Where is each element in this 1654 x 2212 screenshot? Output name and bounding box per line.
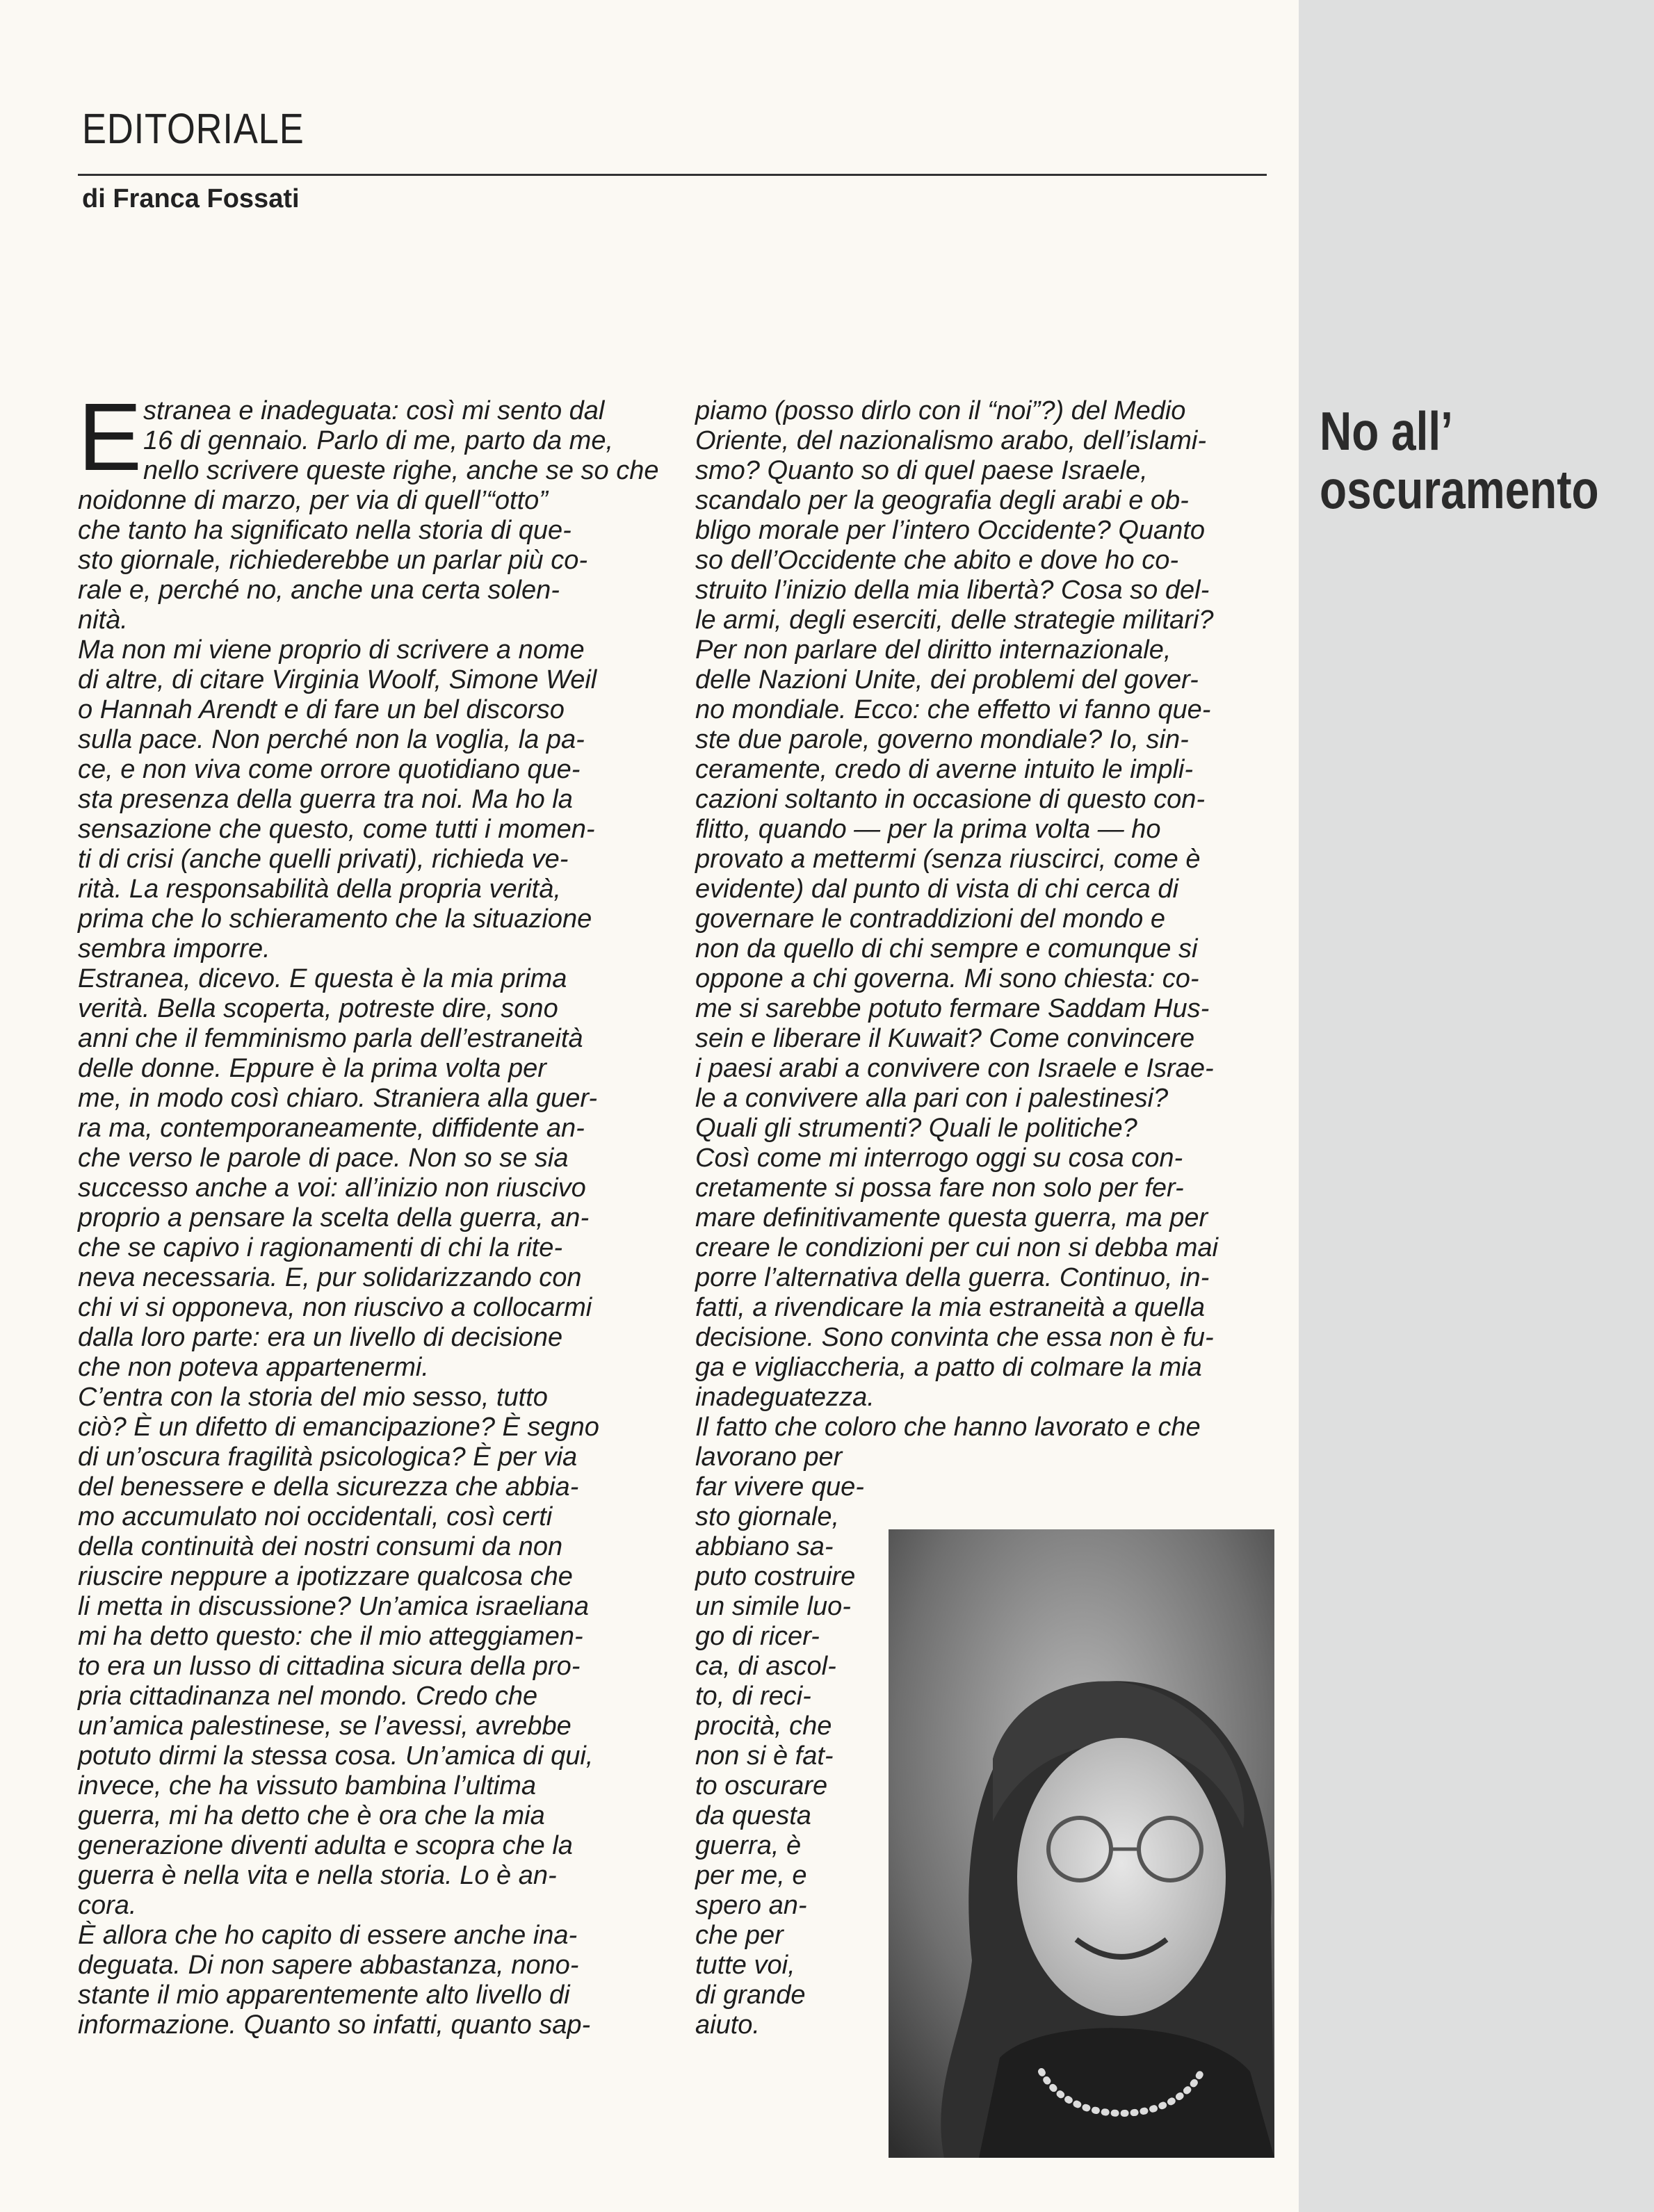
article-column-1 (78, 384, 659, 2040)
text-line: aiuto. (695, 2010, 760, 2040)
text-line: C’entra con la storia del mio sesso, tutto (78, 1383, 548, 1412)
text-line: oppone a chi governa. Mi sono chiesta: co- (695, 964, 1199, 993)
text-line: che per (695, 1921, 784, 1950)
text-line: to era un lusso di cittadina sicura della pro- (78, 1652, 581, 1681)
section-label: EDITORIALE (82, 105, 305, 152)
text-line: to oscurare (695, 1771, 828, 1800)
text-line: riuscire neppure a ipotizzare qualcosa che (78, 1562, 573, 1591)
text-line: stante il mio apparentemente alto livello di (78, 1981, 570, 2010)
text-line: piamo (posso dirlo con il “noi”?) del Medio (695, 396, 1186, 425)
text-line: anni che il femminismo parla dell’estraneità (78, 1024, 583, 1053)
text-line: far vivere que- (695, 1472, 864, 1502)
text-line: deguata. Di non sapere abbastanza, nono- (78, 1951, 579, 1980)
text-line: sensazione che questo, come tutti i momen- (78, 815, 595, 844)
text-line: verità. Bella scoperta, potreste dire, sono (78, 994, 558, 1023)
text-line: me si sarebbe potuto fermare Saddam Hus- (695, 994, 1210, 1023)
text-line: pria cittadinanza nel mondo. Credo che (78, 1682, 538, 1711)
text-line: nità. (78, 605, 128, 635)
text-line: provato a mettermi (senza riuscirci, come è (695, 845, 1201, 874)
text-line: go di ricer- (695, 1622, 820, 1651)
text-line: non si è fat- (695, 1741, 834, 1771)
text-line: smo? Quanto so di quel paese Israele, (695, 456, 1148, 485)
text-line: di grande (695, 1981, 806, 2010)
text-line: ste due parole, governo mondiale? Io, sin- (695, 725, 1189, 754)
text-line: sto giornale, richiederebbe un parlar più co- (78, 546, 587, 575)
text-line: informazione. Quanto so infatti, quanto sap- (78, 2010, 591, 2040)
text-line: prima che lo schieramento che la situazione (78, 904, 592, 934)
text-line: flitto, quando — per la prima volta — ho (695, 815, 1161, 844)
text-line: to, di reci- (695, 1682, 811, 1711)
text-line: puto costruire (695, 1562, 856, 1591)
text-line: Così come mi interrogo oggi su cosa con- (695, 1144, 1183, 1173)
header-rule (78, 174, 1267, 176)
text-line: bligo morale per l’intero Occidente? Quanto (695, 516, 1205, 545)
text-line: invece, che ha vissuto bambina l’ultima (78, 1771, 537, 1800)
text-line: le armi, degli eserciti, delle strategie militari? (695, 605, 1214, 635)
byline: di Franca Fossati (82, 184, 300, 213)
text-line: o Hannah Arendt e di fare un bel discorso (78, 695, 565, 724)
text-line: creare le condizioni per cui non si debba mai (695, 1233, 1218, 1262)
text-line: Estranea, dicevo. E questa è la mia prima (78, 964, 567, 993)
text-line: che se capivo i ragionamenti di chi la rite- (78, 1233, 563, 1262)
text-line: Il fatto che coloro che hanno lavorato e che (695, 1413, 1201, 1442)
text-line: spero an- (695, 1891, 807, 1920)
text-line: me, in modo così chiaro. Straniera alla guer- (78, 1084, 597, 1113)
text-line: mare definitivamente questa guerra, ma per (695, 1203, 1208, 1233)
text-line: chi vi si opponeva, non riuscivo a collocarmi (78, 1293, 592, 1322)
text-line: lavorano per (695, 1442, 843, 1472)
text-line: del benessere e della sicurezza che abbia- (78, 1472, 579, 1502)
text-line: Oriente, del nazionalismo arabo, dell’islami- (695, 426, 1207, 455)
text-line: da questa (695, 1801, 811, 1830)
text-line: tutte voi, (695, 1951, 795, 1980)
text-line: guerra, è (695, 1831, 802, 1860)
text-line: guerra, mi ha detto che è ora che la mia (78, 1801, 545, 1830)
text-line: li metta in discussione? Un’amica israeliana (78, 1592, 590, 1621)
text-line: porre l’alternativa della guerra. Continuo, in- (695, 1263, 1210, 1292)
text-line: governare le contraddizioni del mondo e (695, 904, 1165, 934)
text-line: ga e vigliaccheria, a patto di colmare la mia (695, 1353, 1202, 1382)
text-line: Quali gli strumenti? Quali le politiche? (695, 1114, 1137, 1143)
text-line: mo accumulato noi occidentali, così certi (78, 1502, 553, 1531)
text-line: stranea e inadeguata: così mi sento dal (143, 396, 605, 425)
text-line: scandalo per la geografia degli arabi e ob- (695, 486, 1189, 515)
text-line: neva necessaria. E, pur solidarizzando con (78, 1263, 582, 1292)
text-line: un simile luo- (695, 1592, 851, 1621)
text-line: successo anche a voi: all’inizio non riuscivo (78, 1173, 586, 1203)
text-line: sta presenza della guerra tra noi. Ma ho la (78, 785, 573, 814)
text-line: Per non parlare del diritto internazionale, (695, 635, 1171, 665)
text-line: rità. La responsabilità della propria verità, (78, 875, 561, 904)
text-line: so dell’Occidente che abito e dove ho co- (695, 546, 1178, 575)
text-line: i paesi arabi a convivere con Israele e Israe- (695, 1054, 1214, 1083)
text-line: un’amica palestinese, se l’avessi, avrebbe (78, 1711, 571, 1741)
text-line: no mondiale. Ecco: che effetto vi fanno que- (695, 695, 1211, 724)
author-portrait (889, 1529, 1274, 2158)
text-line: cazioni soltanto in occasione di questo con- (695, 785, 1206, 814)
text-line: non da quello di chi sempre e comunque si (695, 934, 1198, 963)
portrait-image (889, 1529, 1274, 2158)
text-line: ti di crisi (anche quelli privati), richieda ve- (78, 845, 569, 874)
text-line: decisione. Sono convinta che essa non è fu- (695, 1323, 1214, 1352)
headline-line: No all’ (1320, 400, 1453, 462)
text-line: che verso le parole di pace. Non so se sia (78, 1144, 569, 1173)
text-line: le a convivere alla pari con i palestinesi? (695, 1084, 1169, 1113)
text-line: che tanto ha significato nella storia di que- (78, 516, 571, 545)
text-line: evidente) dal punto di vista di chi cerca di (695, 875, 1178, 904)
text-line: abbiano sa- (695, 1532, 834, 1561)
text-line: proprio a pensare la scelta della guerra, an- (78, 1203, 590, 1233)
text-line: Ma non mi viene proprio di scrivere a nome (78, 635, 585, 665)
text-line: ciò? È un difetto di emancipazione? È segno (78, 1413, 599, 1442)
text-line: generazione diventi adulta e scopra che la (78, 1831, 573, 1860)
text-line: che non poteva appartenermi. (78, 1353, 429, 1382)
text-line: ra ma, contemporaneamente, diffidente an- (78, 1114, 585, 1143)
text-line: sembra imporre. (78, 934, 270, 963)
text-line: fatti, a rivendicare la mia estraneità a quella (695, 1293, 1205, 1322)
text-line: delle donne. Eppure è la prima volta per (78, 1054, 546, 1083)
text-line: sto giornale, (695, 1502, 840, 1531)
text-line: nello scrivere queste righe, anche se so che (143, 456, 659, 485)
text-line: cora. (78, 1891, 137, 1920)
text-line: sulla pace. Non perché non la voglia, la pa- (78, 725, 585, 754)
text-line: sein e liberare il Kuwait? Come convincere (695, 1024, 1195, 1053)
text-line: struito l’inizio della mia libertà? Cosa so del- (695, 576, 1210, 605)
headline-line: oscuramento (1320, 459, 1599, 521)
text-line: ca, di ascol- (695, 1652, 836, 1681)
text-line: delle Nazioni Unite, dei problemi del gover- (695, 665, 1199, 694)
text-line: cretamente si possa fare non solo per fer- (695, 1173, 1184, 1203)
text-line: dalla loro parte: era un livello di decisione (78, 1323, 563, 1352)
text-line: di un’oscura fragilità psicologica? È per via (78, 1442, 578, 1472)
text-line: potuto dirmi la stessa cosa. Un’amica di qui, (78, 1741, 594, 1771)
text-line: 16 di gennaio. Parlo di me, parto da me, (143, 426, 614, 455)
text-line: ceramente, credo di averne intuito le impli- (695, 755, 1194, 784)
text-line: rale e, perché no, anche una certa solen- (78, 576, 560, 605)
text-line: della continuità dei nostri consumi da non (78, 1532, 563, 1561)
text-line: procità, che (695, 1711, 832, 1741)
drop-cap: E (78, 384, 143, 491)
text-line: È allora che ho capito di essere anche ina- (78, 1921, 578, 1950)
grey-sidebar (1299, 0, 1654, 2212)
text-line: ce, e non viva come orrore quotidiano que- (78, 755, 581, 784)
text-line: di altre, di citare Virginia Woolf, Simone Weil (78, 665, 597, 694)
headline (1320, 400, 1599, 521)
text-line: guerra è nella vita e nella storia. Lo è an- (78, 1861, 557, 1890)
text-line: noidonne di marzo, per via di quell’“otto” (78, 486, 548, 515)
text-line: per me, e (695, 1861, 807, 1890)
text-line: mi ha detto questo: che il mio atteggiamen- (78, 1622, 583, 1651)
text-line: inadeguatezza. (695, 1383, 875, 1412)
